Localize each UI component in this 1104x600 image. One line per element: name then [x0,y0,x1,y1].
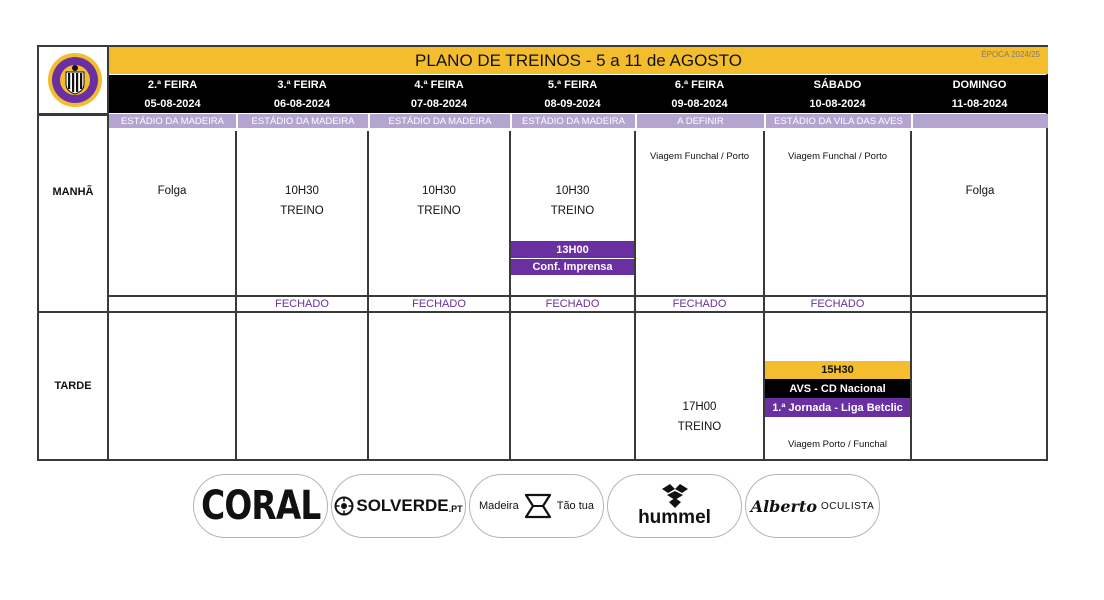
sponsor-coral-logo [193,474,328,538]
venue-wed: ESTÁDIO DA MADEIRA [370,114,510,128]
hummel-bee-icon [658,483,692,509]
hummel-wordmark: hummel [638,507,711,528]
period-afternoon-label: TARDE [54,380,92,392]
day-name-tue: 3.ª FEIRA [236,75,368,94]
day-date-fri: 09-08-2024 [635,94,764,113]
day-date-mon: 05-08-2024 [109,94,236,113]
tue-morning-label: TREINO [280,205,324,217]
thu-morning-label: TREINO [550,205,595,217]
solverde-suffix: .PT [448,504,463,514]
day-name-sun: DOMINGO [911,75,1048,94]
wed-morning-label: TREINO [417,205,461,217]
madeira-tagline: Tão tua [556,500,595,512]
tue-morning-time: 10H30 [285,185,319,197]
fri-morning-travel: Viagem Funchal / Porto [649,150,750,162]
solverde-wordmark: SOLVERDE [356,496,449,515]
wed-closed-label: FECHADO [412,298,466,310]
venue-sat: ESTÁDIO DA VILA DAS AVES [766,114,911,128]
season-label: ÉPOCA 2024/25 [981,50,1040,59]
thu-closed-label: FECHADO [545,298,600,310]
venue-mon: ESTÁDIO DA MADEIRA [109,114,236,128]
day-date-tue: 06-08-2024 [236,94,368,113]
madeira-wordmark: Madeira [478,500,519,512]
sponsor-alberto-logo [745,474,880,538]
solverde-icon [334,496,354,516]
period-morning-label: MANHÃ [52,186,94,198]
thu-press-time: 13H00 [511,241,634,258]
sponsor-hummel-logo [607,474,742,538]
fri-closed-label: FECHADO [672,298,727,310]
training-plan-sheet [37,45,1048,461]
day-name-wed: 4.ª FEIRA [368,75,510,94]
grid-line [39,114,109,116]
venue-thu: ESTÁDIO DA MADEIRA [512,114,635,128]
alberto-suffix: OCULISTA [821,500,875,512]
club-logo-cell [39,47,109,115]
sat-match-fixture: AVS - CD Nacional [765,379,910,398]
venue-fri: A DEFINIR [637,114,764,128]
mon-morning-rest: Folga [157,185,187,197]
sponsor-madeira-logo [469,474,604,538]
grid-line [39,311,1048,313]
club-crest-logo [47,52,103,108]
grid-line [107,115,109,461]
sat-match-time: 15H30 [765,361,910,379]
day-name-thu: 5.ª FEIRA [510,75,635,94]
sat-match-competition: 1.ª Jornada - Liga Betclic [765,398,910,417]
thu-press-label: Conf. Imprensa [511,258,634,275]
day-date-sun: 11-08-2024 [911,94,1048,113]
madeira-emblem-icon [523,492,553,520]
fri-afternoon-label: TREINO [677,421,722,433]
sat-morning-travel: Viagem Funchal / Porto [787,150,888,162]
page-title: PLANO DE TREINOS - 5 a 11 de AGOSTO [415,50,742,70]
tue-closed-label: FECHADO [275,298,329,310]
coral-wordmark: CORAL [200,483,321,529]
day-name-sat: SÁBADO [764,75,911,94]
sun-morning-rest: Folga [965,185,995,197]
day-date-thu: 08-09-2024 [510,94,635,113]
venue-sun [913,114,1048,128]
sat-afternoon-travel: Viagem Porto / Funchal [787,438,888,450]
day-date-wed: 07-08-2024 [368,94,510,113]
wed-morning-time: 10H30 [422,185,456,197]
venue-tue: ESTÁDIO DA MADEIRA [238,114,368,128]
alberto-wordmark: Alberto [750,496,818,516]
thu-morning-time: 10H30 [555,185,590,197]
day-name-mon: 2.ª FEIRA [109,75,236,94]
sponsor-solverde-logo [331,474,466,538]
day-name-fri: 6.ª FEIRA [635,75,764,94]
day-date-sat: 10-08-2024 [764,94,911,113]
fri-afternoon-time: 17H00 [682,401,717,413]
sat-closed-label: FECHADO [810,298,865,310]
